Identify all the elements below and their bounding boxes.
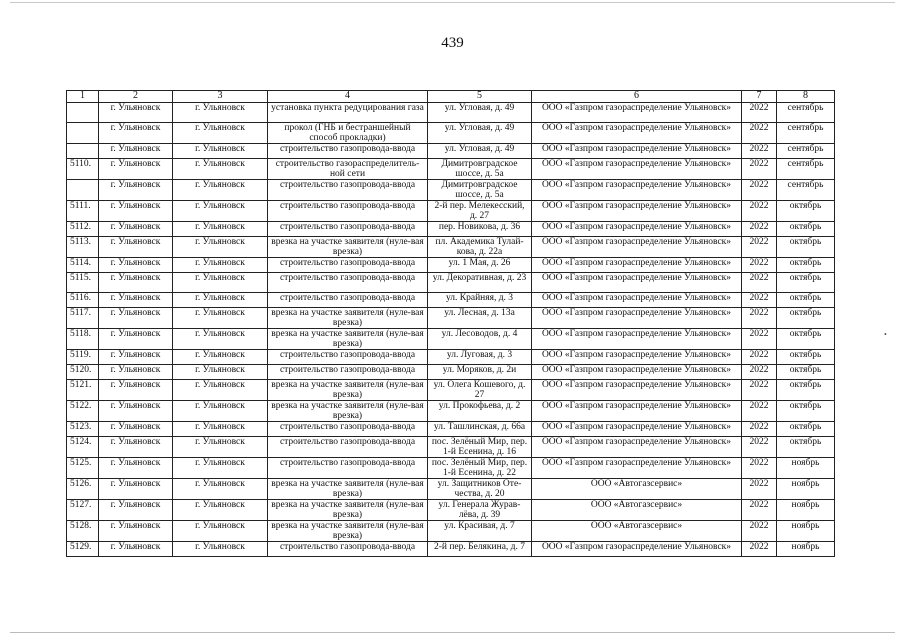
header-cell: 8 [777, 91, 835, 103]
organization-cell: ООО «Газпром газораспределение Ульяновск» [532, 222, 742, 237]
row-number-cell [67, 180, 99, 201]
settlement-cell: г. Ульяновск [99, 180, 173, 201]
work-type-cell: врезка на участке заявителя (нуле-вая врезка) [268, 479, 428, 500]
row-number-cell: 5117. [67, 308, 99, 329]
settlement-cell: г. Ульяновск [99, 308, 173, 329]
settlement-cell: г. Ульяновск [99, 437, 173, 458]
address-cell: пер. Новикова, д. 36 [428, 222, 532, 237]
district-cell: г. Ульяновск [173, 159, 268, 180]
address-cell: ул. Защитников Оте-чества, д. 20 [428, 479, 532, 500]
year-cell: 2022 [742, 273, 777, 293]
row-number-cell [67, 144, 99, 159]
settlement-cell: г. Ульяновск [99, 365, 173, 380]
year-cell: 2022 [742, 437, 777, 458]
row-number-cell: 5116. [67, 293, 99, 308]
table-row [67, 542, 835, 557]
year-cell: 2022 [742, 103, 777, 123]
header-cell: 5 [428, 91, 532, 103]
year-cell: 2022 [742, 350, 777, 365]
year-cell: 2022 [742, 500, 777, 521]
organization-cell: ООО «Газпром газораспределение Ульяновск» [532, 144, 742, 159]
settlement-cell: г. Ульяновск [99, 123, 173, 144]
month-cell: сентябрь [777, 103, 835, 123]
row-number-cell: 5127. [67, 500, 99, 521]
month-cell: сентябрь [777, 144, 835, 159]
district-cell: г. Ульяновск [173, 350, 268, 365]
work-type-cell: строительство газопровода-ввода [268, 222, 428, 237]
table-row [67, 422, 835, 437]
header-cell: 1 [67, 91, 99, 103]
organization-cell: ООО «Газпром газораспределение Ульяновск» [532, 401, 742, 422]
month-cell: октябрь [777, 201, 835, 222]
table-row [67, 180, 835, 201]
work-type-cell: строительство газопровода-ввода [268, 144, 428, 159]
scan-edge-bottom [10, 632, 895, 633]
header-cell: 6 [532, 91, 742, 103]
row-number-cell: 5125. [67, 458, 99, 479]
settlement-cell: г. Ульяновск [99, 222, 173, 237]
year-cell: 2022 [742, 308, 777, 329]
year-cell: 2022 [742, 180, 777, 201]
header-cell: 7 [742, 91, 777, 103]
settlement-cell: г. Ульяновск [99, 159, 173, 180]
organization-cell: ООО «Газпром газораспределение Ульяновск» [532, 201, 742, 222]
table-row [67, 380, 835, 401]
year-cell: 2022 [742, 237, 777, 258]
month-cell: октябрь [777, 380, 835, 401]
gasification-schedule-table [66, 90, 835, 557]
month-cell: сентябрь [777, 123, 835, 144]
table-row [67, 401, 835, 422]
table-row [67, 273, 835, 293]
year-cell: 2022 [742, 458, 777, 479]
month-cell: октябрь [777, 422, 835, 437]
organization-cell: ООО «Газпром газораспределение Ульяновск» [532, 237, 742, 258]
month-cell: ноябрь [777, 542, 835, 557]
organization-cell: ООО «Газпром газораспределение Ульяновск» [532, 329, 742, 350]
organization-cell: ООО «Газпром газораспределение Ульяновск» [532, 422, 742, 437]
organization-cell: ООО «Газпром газораспределение Ульяновск» [532, 123, 742, 144]
table-row [67, 308, 835, 329]
district-cell: г. Ульяновск [173, 437, 268, 458]
header-cell: 4 [268, 91, 428, 103]
district-cell: г. Ульяновск [173, 293, 268, 308]
organization-cell: ООО «Газпром газораспределение Ульяновск» [532, 308, 742, 329]
district-cell: г. Ульяновск [173, 401, 268, 422]
settlement-cell: г. Ульяновск [99, 458, 173, 479]
district-cell: г. Ульяновск [173, 222, 268, 237]
month-cell: октябрь [777, 258, 835, 273]
table-row [67, 500, 835, 521]
organization-cell: ООО «Газпром газораспределение Ульяновск» [532, 159, 742, 180]
row-number-cell: 5121. [67, 380, 99, 401]
organization-cell: ООО «Газпром газораспределение Ульяновск» [532, 365, 742, 380]
settlement-cell: г. Ульяновск [99, 258, 173, 273]
settlement-cell: г. Ульяновск [99, 422, 173, 437]
work-type-cell: строительство газопровода-ввода [268, 201, 428, 222]
work-type-cell: строительство газопровода-ввода [268, 365, 428, 380]
year-cell: 2022 [742, 401, 777, 422]
work-type-cell: строительство газопровода-ввода [268, 437, 428, 458]
month-cell: ноябрь [777, 500, 835, 521]
district-cell: г. Ульяновск [173, 103, 268, 123]
row-number-cell: 5120. [67, 365, 99, 380]
table-row [67, 458, 835, 479]
work-type-cell: строительство газораспределитель-ной сети [268, 159, 428, 180]
page-number: 439 [441, 35, 464, 51]
year-cell: 2022 [742, 380, 777, 401]
table-row [67, 144, 835, 159]
settlement-cell: г. Ульяновск [99, 103, 173, 123]
address-cell: ул. Красивая, д. 7 [428, 521, 532, 542]
address-cell: пл. Академика Тулай-кова, д. 22а [428, 237, 532, 258]
work-type-cell: строительство газопровода-ввода [268, 258, 428, 273]
table-row [67, 365, 835, 380]
scan-artifact-mark: • [884, 330, 887, 339]
district-cell: г. Ульяновск [173, 273, 268, 293]
table-row [67, 201, 835, 222]
address-cell: пос. Зелёный Мир, пер. 1-й Есенина, д. 22 [428, 458, 532, 479]
district-cell: г. Ульяновск [173, 308, 268, 329]
table-row [67, 521, 835, 542]
table-row [67, 123, 835, 144]
work-type-cell: строительство газопровода-ввода [268, 273, 428, 293]
work-type-cell: строительство газопровода-ввода [268, 458, 428, 479]
row-number-cell: 5114. [67, 258, 99, 273]
year-cell: 2022 [742, 293, 777, 308]
row-number-cell: 5112. [67, 222, 99, 237]
address-cell: 2-й пер. Мелекесский, д. 27 [428, 201, 532, 222]
address-cell: Димитровградское шоссе, д. 5а [428, 180, 532, 201]
address-cell: ул. Крайняя, д. 3 [428, 293, 532, 308]
row-number-cell: 5118. [67, 329, 99, 350]
month-cell: октябрь [777, 222, 835, 237]
table-body [67, 91, 835, 557]
settlement-cell: г. Ульяновск [99, 380, 173, 401]
table-row [67, 293, 835, 308]
work-type-cell: врезка на участке заявителя (нуле-вая врезка) [268, 500, 428, 521]
row-number-cell: 5110. [67, 159, 99, 180]
district-cell: г. Ульяновск [173, 123, 268, 144]
district-cell: г. Ульяновск [173, 365, 268, 380]
district-cell: г. Ульяновск [173, 237, 268, 258]
work-type-cell: строительство газопровода-ввода [268, 422, 428, 437]
organization-cell: ООО «Автогазсервис» [532, 521, 742, 542]
year-cell: 2022 [742, 144, 777, 159]
table-row [67, 437, 835, 458]
district-cell: г. Ульяновск [173, 180, 268, 201]
address-cell: ул. Лесоводов, д. 4 [428, 329, 532, 350]
work-type-cell: врезка на участке заявителя (нуле-вая врезка) [268, 401, 428, 422]
settlement-cell: г. Ульяновск [99, 273, 173, 293]
year-cell: 2022 [742, 422, 777, 437]
table-row [67, 350, 835, 365]
organization-cell: ООО «Газпром газораспределение Ульяновск» [532, 180, 742, 201]
month-cell: октябрь [777, 308, 835, 329]
organization-cell: ООО «Автогазсервис» [532, 500, 742, 521]
table-row [67, 159, 835, 180]
year-cell: 2022 [742, 222, 777, 237]
organization-cell: ООО «Газпром газораспределение Ульяновск» [532, 437, 742, 458]
row-number-cell: 5128. [67, 521, 99, 542]
address-cell: ул. Моряков, д. 2и [428, 365, 532, 380]
table-row [67, 258, 835, 273]
address-cell: ул. Олега Кошевого, д. 27 [428, 380, 532, 401]
settlement-cell: г. Ульяновск [99, 350, 173, 365]
address-cell: ул. Генерала Журав-лёва, д. 39 [428, 500, 532, 521]
address-cell: ул. Прокофьева, д. 2 [428, 401, 532, 422]
district-cell: г. Ульяновск [173, 380, 268, 401]
year-cell: 2022 [742, 201, 777, 222]
settlement-cell: г. Ульяновск [99, 237, 173, 258]
organization-cell: ООО «Газпром газораспределение Ульяновск» [532, 380, 742, 401]
settlement-cell: г. Ульяновск [99, 293, 173, 308]
work-type-cell: строительство газопровода-ввода [268, 350, 428, 365]
settlement-cell: г. Ульяновск [99, 521, 173, 542]
settlement-cell: г. Ульяновск [99, 144, 173, 159]
work-type-cell: строительство газопровода-ввода [268, 180, 428, 201]
address-cell: ул. 1 Мая, д. 26 [428, 258, 532, 273]
work-type-cell: врезка на участке заявителя (нуле-вая врезка) [268, 329, 428, 350]
row-number-cell: 5126. [67, 479, 99, 500]
address-cell: ул. Угловая, д. 49 [428, 144, 532, 159]
work-type-cell: строительство газопровода-ввода [268, 293, 428, 308]
settlement-cell: г. Ульяновск [99, 401, 173, 422]
month-cell: октябрь [777, 273, 835, 293]
district-cell: г. Ульяновск [173, 521, 268, 542]
address-cell: 2-й пер. Белякина, д. 7 [428, 542, 532, 557]
year-cell: 2022 [742, 329, 777, 350]
address-cell: пос. Зелёный Мир, пер. 1-й Есенина, д. 16 [428, 437, 532, 458]
work-type-cell: врезка на участке заявителя (нуле-вая врезка) [268, 237, 428, 258]
table-row [67, 222, 835, 237]
row-number-cell: 5129. [67, 542, 99, 557]
table-row [67, 237, 835, 258]
month-cell: октябрь [777, 293, 835, 308]
table-row [67, 103, 835, 123]
row-number-cell [67, 103, 99, 123]
month-cell: октябрь [777, 329, 835, 350]
month-cell: октябрь [777, 350, 835, 365]
address-cell: ул. Лесная, д. 13а [428, 308, 532, 329]
year-cell: 2022 [742, 258, 777, 273]
row-number-cell: 5119. [67, 350, 99, 365]
address-cell: Димитровградское шоссе, д. 5а [428, 159, 532, 180]
year-cell: 2022 [742, 365, 777, 380]
year-cell: 2022 [742, 123, 777, 144]
work-type-cell: прокол (ГНБ и бестраншейный способ прокладки) [268, 123, 428, 144]
work-type-cell: врезка на участке заявителя (нуле-вая врезка) [268, 308, 428, 329]
header-cell: 2 [99, 91, 173, 103]
month-cell: сентябрь [777, 159, 835, 180]
row-number-cell: 5124. [67, 437, 99, 458]
table-row [67, 479, 835, 500]
month-cell: ноябрь [777, 479, 835, 500]
district-cell: г. Ульяновск [173, 144, 268, 159]
district-cell: г. Ульяновск [173, 422, 268, 437]
address-cell: ул. Луговая, д. 3 [428, 350, 532, 365]
district-cell: г. Ульяновск [173, 458, 268, 479]
work-type-cell: врезка на участке заявителя (нуле-вая врезка) [268, 521, 428, 542]
year-cell: 2022 [742, 542, 777, 557]
district-cell: г. Ульяновск [173, 258, 268, 273]
row-number-cell: 5111. [67, 201, 99, 222]
work-type-cell: врезка на участке заявителя (нуле-вая врезка) [268, 380, 428, 401]
organization-cell: ООО «Газпром газораспределение Ульяновск» [532, 458, 742, 479]
organization-cell: ООО «Газпром газораспределение Ульяновск» [532, 542, 742, 557]
month-cell: ноябрь [777, 458, 835, 479]
table-row [67, 329, 835, 350]
organization-cell: ООО «Автогазсервис» [532, 479, 742, 500]
year-cell: 2022 [742, 521, 777, 542]
work-type-cell: строительство газопровода-ввода [268, 542, 428, 557]
organization-cell: ООО «Газпром газораспределение Ульяновск» [532, 293, 742, 308]
row-number-cell: 5122. [67, 401, 99, 422]
month-cell: ноябрь [777, 521, 835, 542]
header-cell: 3 [173, 91, 268, 103]
district-cell: г. Ульяновск [173, 329, 268, 350]
month-cell: октябрь [777, 237, 835, 258]
year-cell: 2022 [742, 159, 777, 180]
district-cell: г. Ульяновск [173, 479, 268, 500]
row-number-cell [67, 123, 99, 144]
organization-cell: ООО «Газпром газораспределение Ульяновск» [532, 258, 742, 273]
month-cell: октябрь [777, 365, 835, 380]
organization-cell: ООО «Газпром газораспределение Ульяновск» [532, 273, 742, 293]
header-row [67, 91, 835, 103]
month-cell: октябрь [777, 401, 835, 422]
district-cell: г. Ульяновск [173, 542, 268, 557]
address-cell: ул. Декоративная, д. 23 [428, 273, 532, 293]
organization-cell: ООО «Газпром газораспределение Ульяновск» [532, 350, 742, 365]
row-number-cell: 5115. [67, 273, 99, 293]
address-cell: ул. Угловая, д. 49 [428, 123, 532, 144]
organization-cell: ООО «Газпром газораспределение Ульяновск» [532, 103, 742, 123]
settlement-cell: г. Ульяновск [99, 500, 173, 521]
district-cell: г. Ульяновск [173, 201, 268, 222]
year-cell: 2022 [742, 479, 777, 500]
address-cell: ул. Угловая, д. 49 [428, 103, 532, 123]
settlement-cell: г. Ульяновск [99, 329, 173, 350]
settlement-cell: г. Ульяновск [99, 542, 173, 557]
work-type-cell: установка пункта редуцирования газа [268, 103, 428, 123]
month-cell: сентябрь [777, 180, 835, 201]
row-number-cell: 5113. [67, 237, 99, 258]
month-cell: октябрь [777, 437, 835, 458]
address-cell: ул. Ташлинская, д. 66а [428, 422, 532, 437]
scan-edge-top [10, 2, 895, 3]
row-number-cell: 5123. [67, 422, 99, 437]
settlement-cell: г. Ульяновск [99, 201, 173, 222]
settlement-cell: г. Ульяновск [99, 479, 173, 500]
district-cell: г. Ульяновск [173, 500, 268, 521]
